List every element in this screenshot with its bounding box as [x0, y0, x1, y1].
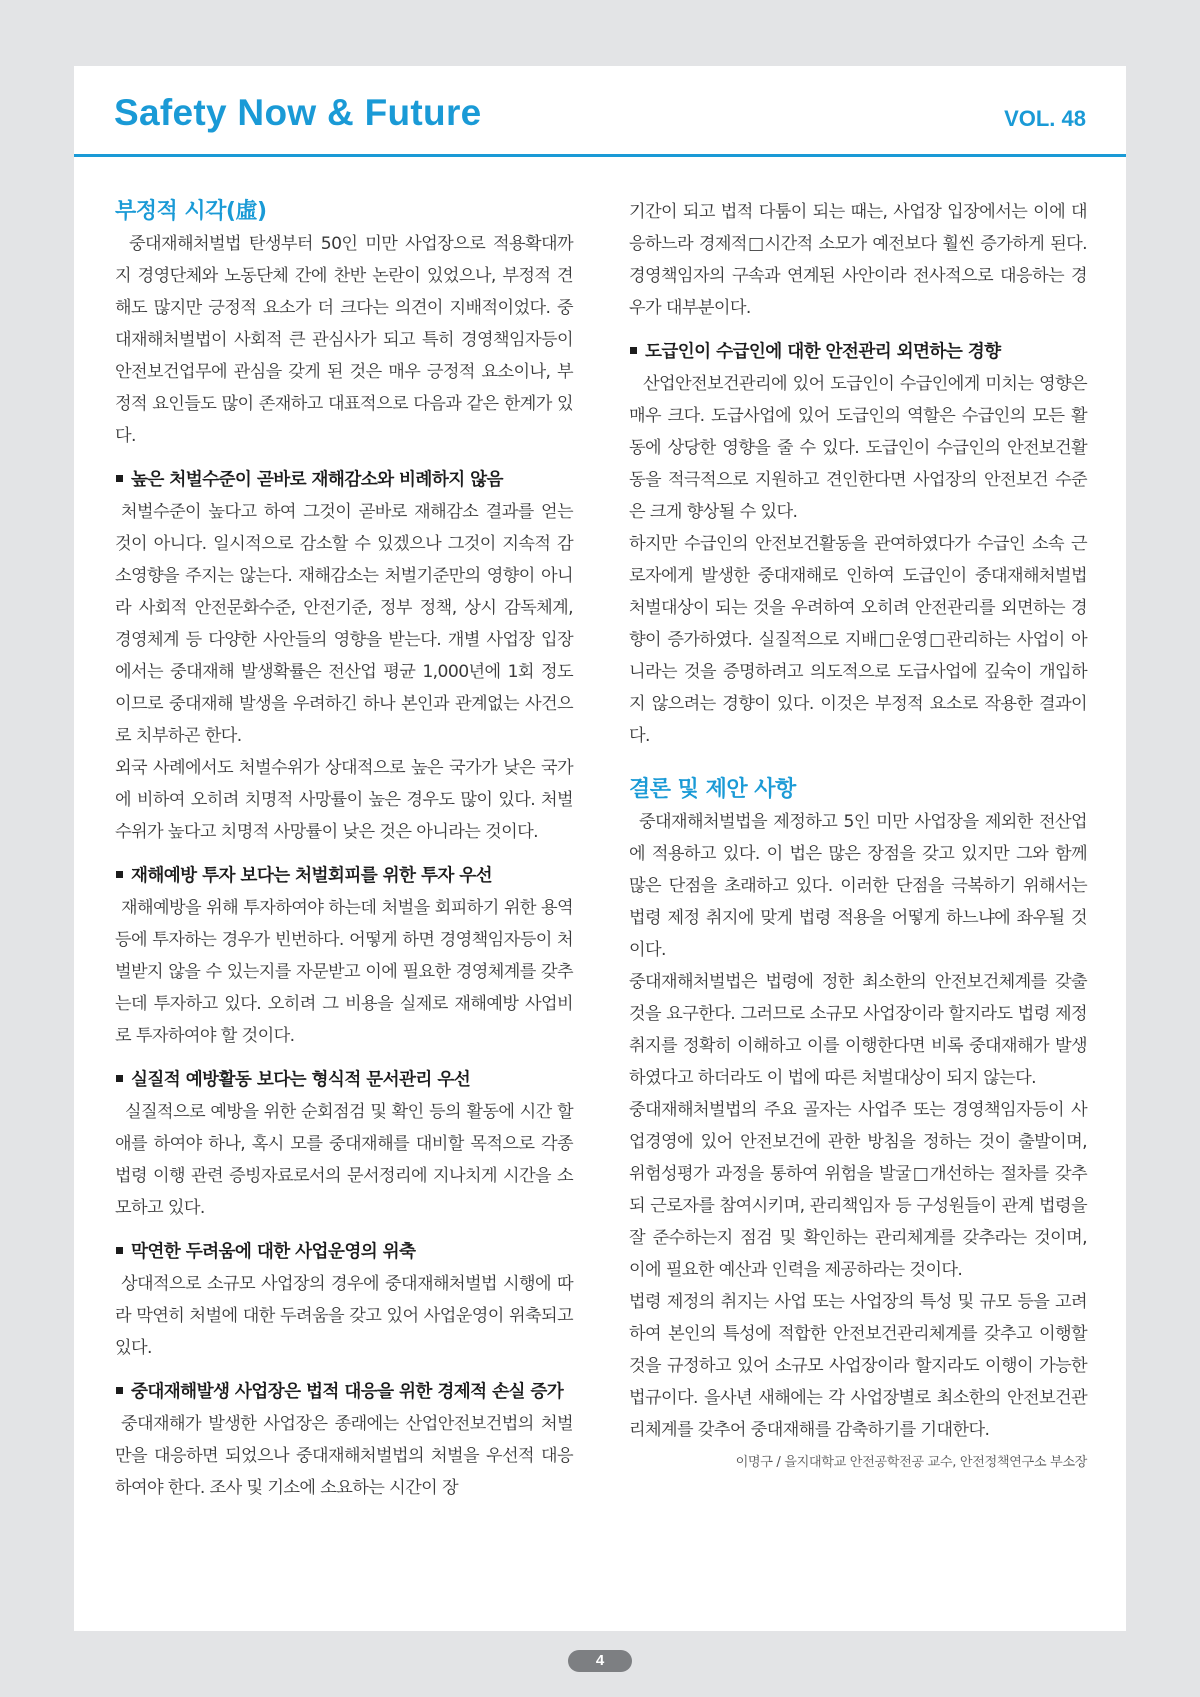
document-page	[74, 66, 1126, 1631]
square-bullet-icon	[116, 475, 123, 482]
bullet-heading-text: 높은 처벌수준이 곧바로 재해감소와 비례하지 않음	[131, 470, 503, 490]
volume-label: VOL. 48	[1004, 106, 1086, 131]
body-paragraph: 실질적으로 예방을 위한 순회점검 및 확인 등의 활동에 시간 할애를 하여야 하나, 혹시 모를 중대재해를 대비할 목적으로 각종 법령 이행 관련 증빙자료로서의 문서정리에 지나치게 시간을 소모하고 있다.	[115, 1102, 573, 1218]
square-bullet-icon	[116, 1247, 123, 1254]
body-paragraph: 산업안전보건관리에 있어 도급인이 수급인에게 미치는 영향은 매우 크다. 도급사업에 있어 도급인의 역할은 수급인의 모든 활동에 상당한 영향을 줄 수 있다. 도급인이 수급인의 안전보건활동을 적극적으로 지원하고 견인한다면 사업장의 안전보건 수준은 크게 향상될 수 있다.	[629, 374, 1087, 522]
section-title-negative-view: 부정적 시각(虛)	[115, 199, 267, 224]
magazine-title: Safety Now & Future	[114, 92, 482, 133]
bullet-heading-text: 재해예방 투자 보다는 처벌회피를 위한 투자 우선	[131, 866, 493, 886]
body-paragraph: 중대재해처벌법의 주요 골자는 사업주 또는 경영책임자등이 사업경영에 있어 안전보건에 관한 방침을 정하는 것이 출발이며, 위험성평가 과정을 통하여 위험을 발굴□개선하는 절차를 갖추되 근로자를 참여시키며, 관리책임자 등 구성원들이 관계 법령을 잘 준수하는지 점검 및 확인하는 관리체계를 갖추라는 것이며, 이에 필요한 예산과 인력을 제공하라는 것이다.	[629, 1100, 1087, 1280]
body-paragraph: 외국 사례에서도 처벌수위가 상대적으로 높은 국가가 낮은 국가에 비하여 오히려 치명적 사망률이 높은 경우도 많이 있다. 처벌수위가 높다고 치명적 사망률이 낮은 것은 아니라는 것이다.	[115, 758, 573, 842]
page-number-badge: 4	[568, 1650, 632, 1672]
bullet-heading-5	[115, 1376, 573, 1408]
body-paragraph: 처벌수준이 높다고 하여 그것이 곧바로 재해감소 결과를 얻는 것이 아니다. 일시적으로 감소할 수 있겠으나 그것이 지속적 감소영향을 주지는 않는다. 재해감소는 처벌기준만의 영향이 아니라 사회적 안전문화수준, 안전기준, 정부 정책, 상시 감독체계, 경영체계 등 다양한 사안들의 영향을 받는다. 개별 사업장 입장에서는 중대재해 발생확률은 전산업 평균 1,000년에 1회 정도이므로 중대재해 발생을 우려하긴 하나 본인과 관계없는 사건으로 치부하곤 한다.	[115, 502, 573, 746]
bullet-heading-3	[115, 1064, 573, 1096]
body-paragraph: 상대적으로 소규모 사업장의 경우에 중대재해처벌법 시행에 따라 막연히 처벌에 대한 두려움을 갖고 있어 사업운영이 위축되고 있다.	[115, 1274, 573, 1358]
left-column	[115, 186, 573, 1504]
bullet-heading-1	[115, 464, 573, 496]
bullet-heading-2	[115, 860, 573, 892]
square-bullet-icon	[116, 1075, 123, 1082]
square-bullet-icon	[630, 347, 637, 354]
square-bullet-icon	[116, 871, 123, 878]
body-paragraph: 법령 제정의 취지는 사업 또는 사업장의 특성 및 규모 등을 고려하여 본인의 특성에 적합한 안전보건관리체계를 갖추고 이행할 것을 규정하고 있어 소규모 사업장이라 할지라도 이행이 가능한 법규이다. 을사년 새해에는 각 사업장별로 최소한의 안전보건관리체계를 갖추어 중대재해를 감축하기를 기대한다.	[629, 1292, 1087, 1440]
body-paragraph: 중대재해처벌법을 제정하고 5인 미만 사업장을 제외한 전산업에 적용하고 있다. 이 법은 많은 장점을 갖고 있지만 그와 함께 많은 단점을 초래하고 있다. 이러한 단점을 극복하기 위해서는 법령 제정 취지에 맞게 법령 적용을 어떻게 하느냐에 좌우될 것이다.	[629, 812, 1087, 960]
bullet-heading-4	[115, 1236, 573, 1268]
page-header	[74, 66, 1126, 157]
bullet-heading-6	[629, 336, 1087, 368]
bullet-heading-text: 도급인이 수급인에 대한 안전관리 외면하는 경향	[645, 342, 1001, 362]
body-paragraph: 중대재해가 발생한 사업장은 종래에는 산업안전보건법의 처벌만을 대응하면 되었으나 중대재해처벌법의 처벌을 우선적 대응하여야 한다. 조사 및 기소에 소요하는 시간이 장	[115, 1414, 573, 1498]
body-paragraph: 중대재해처벌법은 법령에 정한 최소한의 안전보건체계를 갖출 것을 요구한다. 그러므로 소규모 사업장이라 할지라도 법령 제정 취지를 정확히 이해하고 이를 이행한다면 비록 중대재해가 발생하였다고 하더라도 이 법에 따른 처벌대상이 되지 않는다.	[629, 972, 1087, 1088]
square-bullet-icon	[116, 1387, 123, 1394]
body-paragraph: 기간이 되고 법적 다툼이 되는 때는, 사업장 입장에서는 이에 대응하느라 경제적□시간적 소모가 예전보다 훨씬 증가하게 된다. 경영책임자의 구속과 연계된 사안이라 전사적으로 대응하는 경우가 대부분이다.	[629, 202, 1087, 318]
section-intro-paragraph: 중대재해처벌법 탄생부터 50인 미만 사업장으로 적용확대까지 경영단체와 노동단체 간에 찬반 논란이 있었으나, 부정적 견해도 많지만 긍정적 요소가 더 크다는 의견이 지배적이었다. 중대재해처벌법이 사회적 큰 관심사가 되고 특히 경영책임자등이 안전보건업무에 관심을 갖게 된 것은 매우 긍정적 요소이나, 부정적 요인들도 많이 존재하고 대표적으로 다음과 같은 한계가 있다.	[115, 234, 573, 446]
bullet-heading-text: 막연한 두려움에 대한 사업운영의 위축	[131, 1242, 416, 1262]
body-paragraph: 재해예방을 위해 투자하여야 하는데 처벌을 회피하기 위한 용역 등에 투자하는 경우가 빈번하다. 어떻게 하면 경영책임자등이 처벌받지 않을 수 있는지를 자문받고 이에 필요한 경영체계를 갖추는데 투자하고 있다. 오히려 그 비용을 실제로 재해예방 사업비로 투자하여야 할 것이다.	[115, 898, 573, 1046]
right-column	[629, 186, 1087, 1476]
bullet-heading-text: 실질적 예방활동 보다는 형식적 문서관리 우선	[131, 1070, 471, 1090]
section-spacer	[629, 752, 1087, 774]
section-title-conclusion: 결론 및 제안 사항	[629, 777, 796, 802]
author-credit: 이명구 / 을지대학교 안전공학전공 교수, 안전정책연구소 부소장	[735, 1455, 1087, 1470]
body-paragraph: 하지만 수급인의 안전보건활동을 관여하였다가 수급인 소속 근로자에게 발생한 중대재해로 인하여 도급인이 중대재해처벌법 처벌대상이 되는 것을 우려하여 오히려 안전관리를 외면하는 경향이 증가하였다. 실질적으로 지배□운영□관리하는 사업이 아니라는 것을 증명하려고 의도적으로 도급사업에 깊숙이 개입하지 않으려는 경향이 있다. 이것은 부정적 요소로 작용한 결과이다.	[629, 534, 1087, 746]
bullet-heading-text: 중대재해발생 사업장은 법적 대응을 위한 경제적 손실 증가	[131, 1382, 564, 1402]
